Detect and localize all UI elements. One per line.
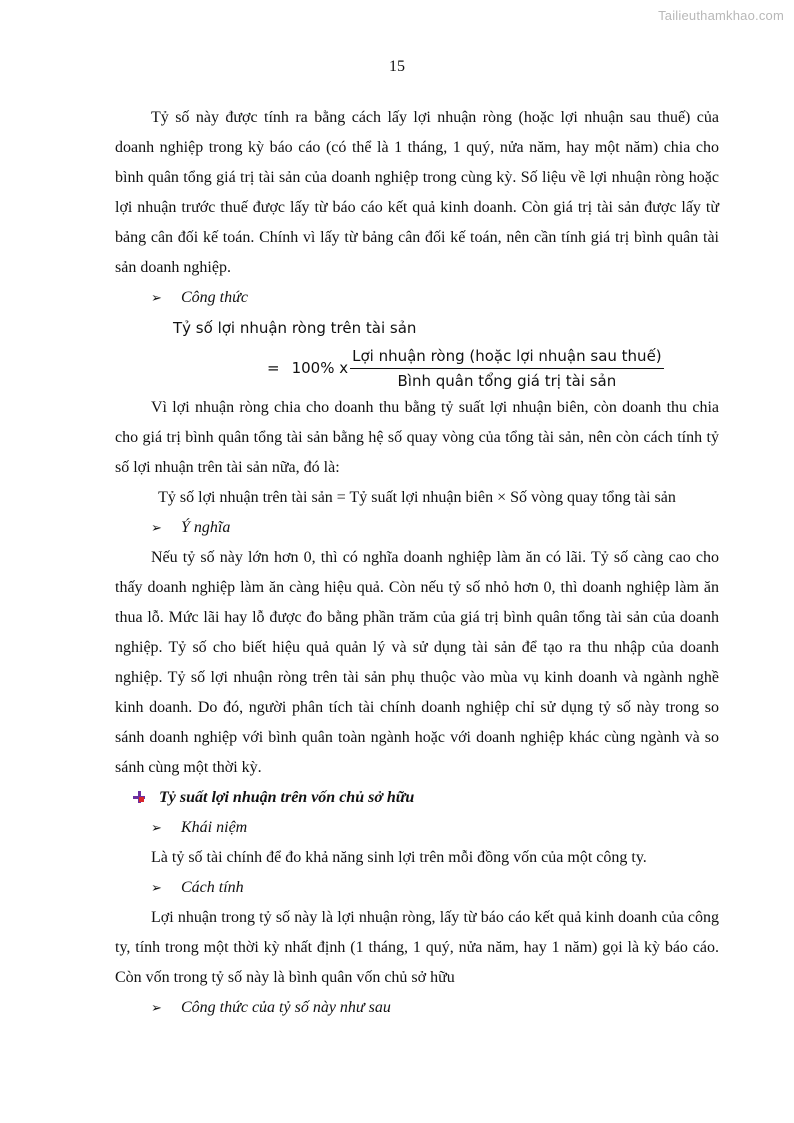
formula-label: Tỷ số lợi nhuận ròng trên tài sản	[173, 319, 417, 337]
formula-alternative: Tỷ số lợi nhuận trên tài sản = Tỷ suất lợi nhuận biên × Số vòng quay tổng tài sản	[158, 489, 676, 506]
bullet-cach-tinh	[115, 873, 719, 903]
formula-numerator: Lợi nhuận ròng (hoặc lợi nhuận sau thuế)	[350, 346, 664, 369]
paragraph-calculation: Lợi nhuận trong tỷ số này là lợi nhuận ròng, lấy từ báo cáo kết quả kinh doanh của công ty, tính trong một thời kỳ nhất định (1 tháng, 1 quý, nửa năm, hay 1 năm) gọi là kỳ báo cáo. Còn vốn trong tỷ số này là bình quân vốn chủ sở hữu	[115, 909, 719, 986]
formula-prefix: 100% x	[291, 359, 349, 377]
heading-cach-tinh: Cách tính	[181, 879, 244, 896]
formula-denominator: Bình quân tổng giá trị tài sản	[397, 371, 617, 390]
bullet-y-nghia	[115, 513, 719, 543]
arrow-bullet-icon: ➢	[151, 1000, 162, 1015]
paragraph-alternative: Vì lợi nhuận ròng chia cho doanh thu bằng tỷ suất lợi nhuận biên, còn doanh thu chia cho giá trị bình quân tổng tài sản bằng hệ số quay vòng của tổng tài sản, nên còn cách tính tỷ số lợi nhuận trên tài sản nữa, đó là:	[115, 399, 719, 476]
heading-cong-thuc-2: Công thức của tỷ số này như sau	[181, 999, 391, 1016]
arrow-bullet-icon: ➢	[151, 880, 162, 895]
page-number: 15	[389, 58, 405, 75]
arrow-bullet-icon: ➢	[151, 520, 162, 535]
formula-fraction	[350, 346, 664, 391]
bullet-khai-niem	[115, 813, 719, 843]
paragraph-definition: Là tỷ số tài chính để đo khả năng sinh lợi trên mỗi đồng vốn của một công ty.	[151, 849, 647, 866]
section-heading	[115, 783, 719, 813]
bullet-cong-thuc	[115, 283, 719, 313]
heading-y-nghia: Ý nghĩa	[181, 519, 231, 536]
document-body	[115, 103, 719, 1023]
paragraph-intro: Tỷ số này được tính ra bằng cách lấy lợi nhuận ròng (hoặc lợi nhuận sau thuế) của doanh nghiệp trong kỳ báo cáo (có thể là 1 tháng, 1 quý, nửa năm, hay một năm) chia cho bình quân tổng giá trị tài sản của doanh nghiệp trong cùng kỳ. Số liệu về lợi nhuận ròng hoặc lợi nhuận trước thuế được lấy từ báo cáo kết quả kinh doanh. Còn giá trị tài sản được lấy từ bảng cân đối kế toán. Chính vì lấy từ bảng cân đối kế toán, nên cần tính giá trị bình quân tài sản doanh nghiệp.	[115, 109, 719, 276]
arrow-bullet-icon: ➢	[151, 820, 162, 835]
heading-khai-niem: Khái niệm	[181, 819, 248, 836]
formula-equals: =	[267, 359, 280, 377]
section-plus-icon	[133, 791, 145, 803]
paragraph-meaning: Nếu tỷ số này lớn hơn 0, thì có nghĩa doanh nghiệp làm ăn có lãi. Tỷ số càng cao cho thấy doanh nghiệp làm ăn càng hiệu quả. Còn nếu tỷ số nhỏ hơn 0, thì doanh nghiệp làm ăn thua lỗ. Mức lãi hay lỗ được đo bằng phần trăm của giá trị bình quân tổng tài sản của doanh nghiệp. Tỷ số cho biết hiệu quả quản lý và sử dụng tài sản để tạo ra thu nhập của doanh nghiệp. Tỷ số lợi nhuận ròng trên tài sản phụ thuộc vào mùa vụ kinh doanh và ngành nghề kinh doanh. Do đó, người phân tích tài chính doanh nghiệp chỉ sử dụng tỷ số này trong so sánh doanh nghiệp với bình quân toàn ngành hoặc với doanh nghiệp khác cùng ngành và so sánh cùng một thời kỳ.	[115, 549, 719, 776]
watermark: Tailieuthamkhao.com	[658, 8, 784, 23]
arrow-bullet-icon: ➢	[151, 290, 162, 305]
formula-roa	[115, 343, 719, 393]
heading-cong-thuc: Công thức	[181, 289, 248, 306]
bullet-cong-thuc-2	[115, 993, 719, 1023]
section-title: Tỷ suất lợi nhuận trên vốn chủ sở hữu	[159, 789, 415, 806]
